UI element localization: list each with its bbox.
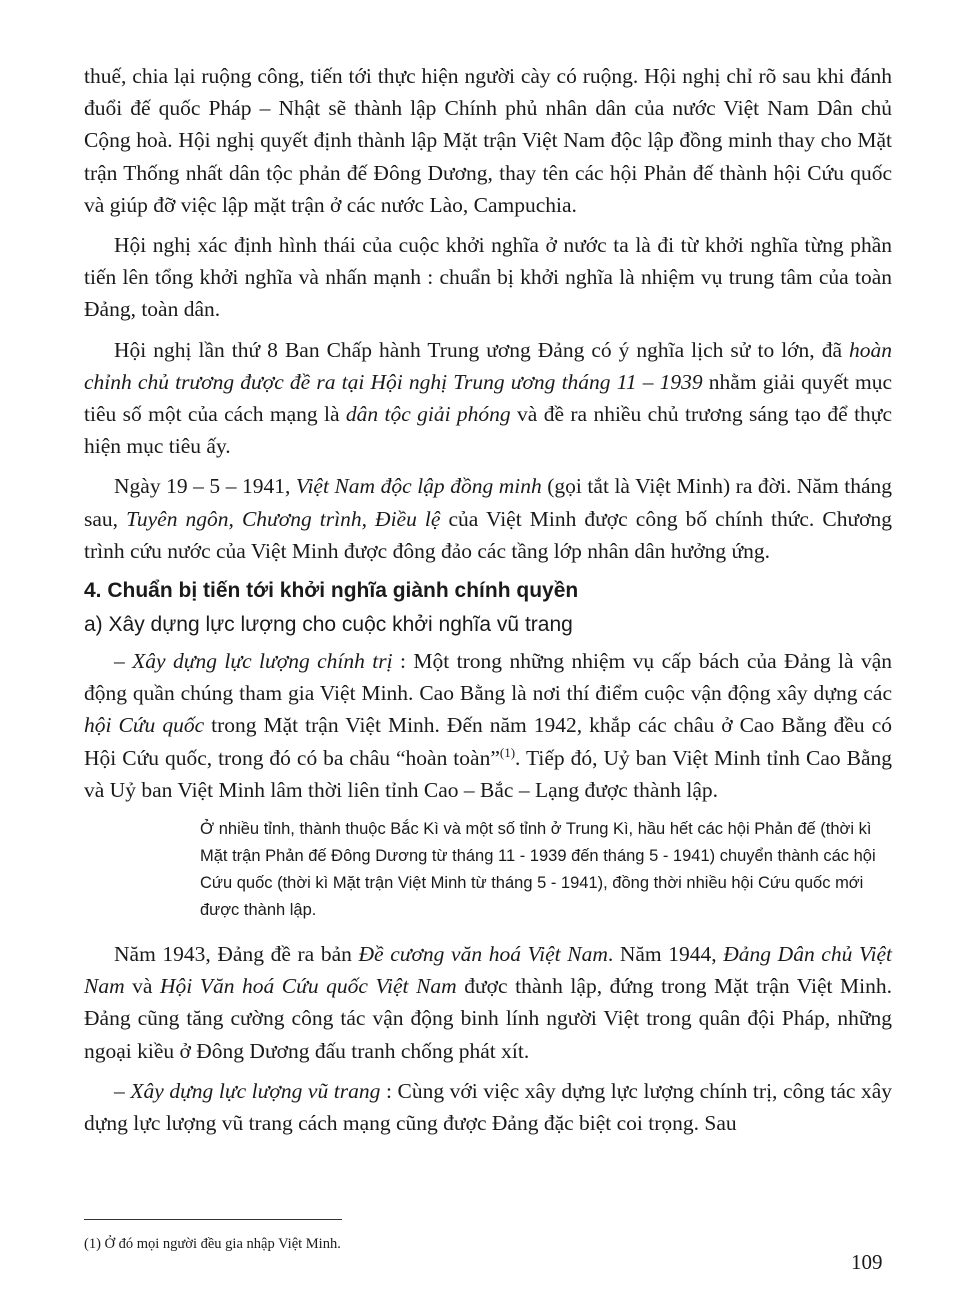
- page-number: 109: [851, 1250, 883, 1274]
- p6-text-a: Năm 1943, Đảng đề ra bản: [114, 942, 359, 967]
- section-heading: 4. Chuẩn bị tiến tới khởi nghĩa giành chính quyền: [84, 579, 579, 603]
- p5-text-c: : Một trong những nhiệm vụ cấp bách của Đảng là vận động quần chúng tham gia Việt Minh. Cao Bằng là nơi thí điểm cuộc vận động xây dựng các: [84, 649, 893, 706]
- p6-italic-d: Đảng Dân chủ Việt Nam: [84, 942, 892, 999]
- p4-italic-d: Tuyên ngôn, Chương trình, Điều lệ: [126, 506, 441, 531]
- main-text: [84, 60, 892, 1147]
- p3-text-a: Hội nghị lần thứ 8 Ban Chấp hành Trung ương Đảng có ý nghĩa lịch sử to lớn, đã: [114, 337, 849, 362]
- p5-italic-d: hội Cứu quốc: [84, 713, 205, 738]
- p7-text-c: : Cùng với việc xây dựng lực lượng chính trị, công tác xây dựng lực lượng vũ trang cách mạng cũng được Đảng đặc biệt coi trọng. Sau: [84, 1078, 893, 1136]
- p7-text-a: –: [114, 1078, 131, 1103]
- footnote: (1) Ở đó mọi người đều gia nhập Việt Minh.: [84, 1236, 341, 1252]
- footnote-divider: [84, 1219, 342, 1220]
- p3-text-c: nhằm giải quyết mục tiêu số một của cách mạng là: [84, 369, 892, 427]
- p6-italic-b: Đề cương văn hoá Việt Nam: [358, 942, 608, 967]
- paragraph-3: [84, 334, 892, 463]
- paragraph-1: thuế, chia lại ruộng công, tiến tới thực hiện người cày có ruộng. Hội nghị chỉ rõ sau khi đánh đuổi đế quốc Pháp – Nhật sẽ thành lập Chính phủ nhân dân của nước Việt Nam Dân chủ Cộng hoà. Hội nghị quyết định thành lập Mặt trận Việt Nam độc lập đồng minh thay cho Mặt trận Thống nhất dân tộc phản đế Đông Dương, thay tên các hội Phản đế thành hội Cứu quốc và giúp đỡ việc lập mặt trận ở các nước Lào, Campuchia.: [84, 64, 892, 217]
- p3-italic-b: hoàn chỉnh chủ trương được đề ra tại Hội nghị Trung ương tháng 11 – 1939: [84, 337, 892, 394]
- p5-text-f: . Tiếp đó, Uỷ ban Việt Minh tỉnh Cao Bằng và Uỷ ban Việt Minh lâm thời liên tỉnh Cao – Bắc – Lạng được thành lập.: [84, 745, 892, 802]
- p6-text-e: và: [124, 974, 161, 999]
- footnote-marker: (1): [499, 744, 516, 760]
- paragraph-2: Hội nghị xác định hình thái của cuộc khởi nghĩa ở nước ta là đi từ khởi nghĩa từng phần tiến lên tổng khởi nghĩa và nhấn mạnh : chuẩn bị khởi nghĩa là nhiệm vụ trung tâm của toàn Đảng, toàn dân.: [84, 233, 892, 322]
- p5-text-e: trong Mặt trận Việt Minh. Đến năm 1942, khắp các châu ở Cao Bằng đều có Hội Cứu quốc, trong đó có ba châu “hoàn toàn”: [84, 713, 892, 770]
- paragraph-5: [84, 645, 892, 806]
- p5-text-a: –: [114, 649, 133, 674]
- p6-text-g: được thành lập, đứng trong Mặt trận Việt Minh. Đảng cũng tăng cường công tác vận động binh lính người Việt trong quân đội Pháp, những ngoại kiều ở Đông Dương đấu tranh chống phát xít.: [84, 974, 893, 1063]
- paragraph-4: [84, 470, 892, 567]
- subsection-heading: a) Xây dựng lực lượng cho cuộc khởi nghĩa vũ trang: [84, 613, 573, 637]
- p6-italic-f: Hội Văn hoá Cứu quốc Việt Nam: [160, 974, 457, 999]
- paragraph-6: [84, 938, 892, 1067]
- p4-italic-b: Việt Nam độc lập đồng minh: [295, 474, 542, 499]
- p3-italic-d: dân tộc giải phóng: [345, 402, 511, 427]
- p3-text-e: và đề ra nhiều chủ trương sáng tạo để thực hiện mục tiêu ấy.: [84, 402, 892, 459]
- p6-text-c: . Năm 1944,: [607, 942, 724, 967]
- note-box: Ở nhiều tỉnh, thành thuộc Bắc Kì và một số tỉnh ở Trung Kì, hầu hết các hội Phản đế (thời kì Mặt trận Phản đế Đông Dương từ tháng 11 - 1939 đến tháng 5 - 1941) chuyển thành các hội Cứu quốc (thời kì Mặt trận Việt Minh từ tháng 5 - 1941), đồng thời nhiều hội Cứu quốc mới được thành lập.: [200, 820, 876, 920]
- p4-text-e: của Việt Minh được công bố chính thức. Chương trình cứu nước của Việt Minh được đông đảo các tầng lớp nhân dân hưởng ứng.: [84, 506, 892, 563]
- p7-italic-b: Xây dựng lực lượng vũ trang: [130, 1078, 381, 1103]
- p4-text-c: (gọi tắt là Việt Minh) ra đời. Năm tháng sau,: [84, 474, 892, 531]
- paragraph-7: [84, 1075, 892, 1139]
- p4-text-a: Ngày 19 – 5 – 1941,: [114, 474, 296, 499]
- p5-italic-b: Xây dựng lực lượng chính trị: [132, 649, 393, 674]
